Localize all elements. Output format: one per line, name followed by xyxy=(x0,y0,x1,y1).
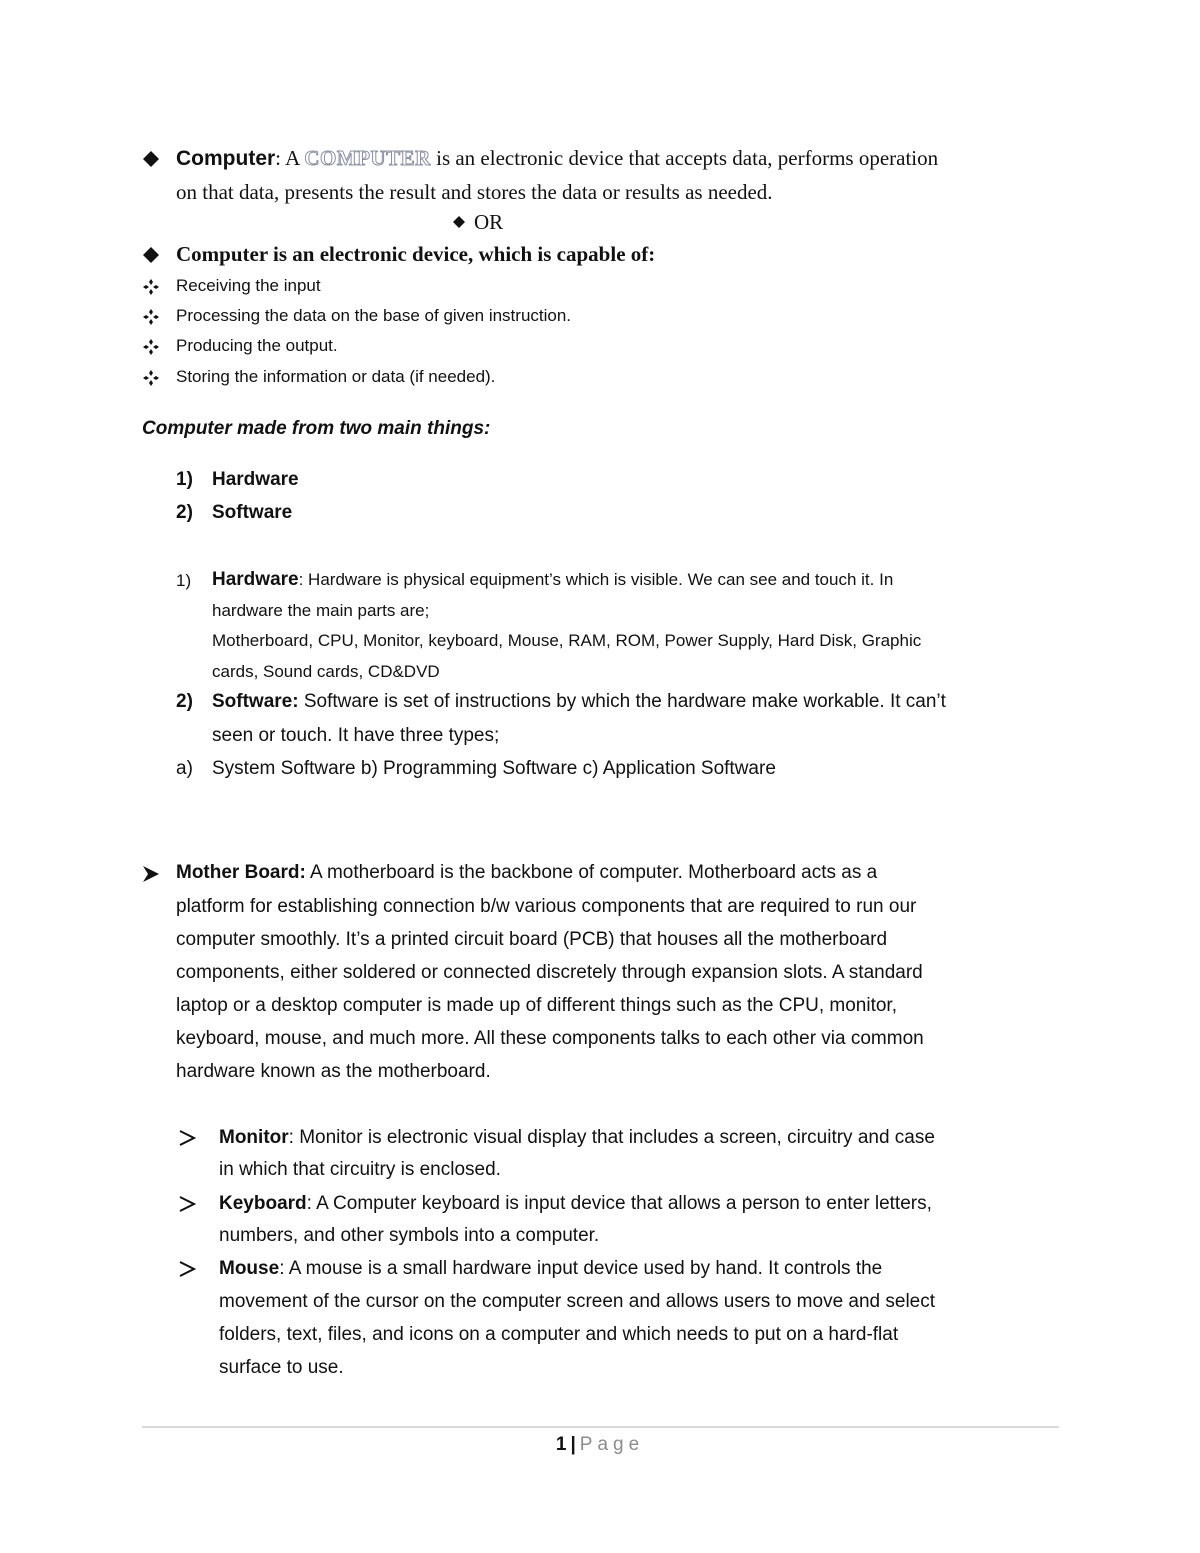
four-diamond-bullet-icon xyxy=(143,309,159,325)
software-number: 2) xyxy=(176,691,193,712)
arrowhead-bullet-icon xyxy=(178,1260,196,1278)
computer-term: Computer xyxy=(176,147,276,170)
computer-definition-line-1 xyxy=(176,146,938,171)
computer-colon-a: : A xyxy=(275,146,305,170)
made-from-item-number: 2) xyxy=(176,502,193,523)
page-word: Page xyxy=(579,1434,645,1455)
motherboard-line: computer smoothly. It’s a printed circuit board (PCB) that houses all the motherboard xyxy=(176,929,888,950)
mouse-text-1: : A mouse is a small hardware input device used by hand. It controls the xyxy=(279,1258,883,1279)
capable-heading: Computer is an electronic device, which is capable of: xyxy=(176,242,656,266)
made-from-item-hardware: Hardware xyxy=(212,469,299,490)
diamond-bullet-icon xyxy=(142,246,160,264)
diamond-bullet-icon xyxy=(142,150,160,168)
arrowhead-bullet-icon xyxy=(142,865,160,883)
diamond-bullet-icon xyxy=(452,215,466,229)
motherboard-line: platform for establishing connection b/w various components that are required to run our xyxy=(176,896,917,917)
computer-definition-text-1: is an electronic device that accepts data, performs operation xyxy=(430,146,939,170)
motherboard-line: laptop or a desktop computer is made up of different things such as the CPU, monitor, xyxy=(176,995,897,1016)
monitor-line-1 xyxy=(219,1127,935,1149)
motherboard-term: Mother Board: xyxy=(176,862,306,883)
hardware-line-1 xyxy=(212,569,893,591)
computer-outlined-word: COMPUTER xyxy=(304,146,431,170)
motherboard-line-1 xyxy=(176,862,877,884)
hardware-text-1: : Hardware is physical equipment’s which is visible. We can see and touch it. In xyxy=(298,570,894,589)
monitor-term: Monitor xyxy=(219,1127,289,1148)
keyboard-text-1: : A Computer keyboard is input device that allows a person to enter letters, xyxy=(306,1193,932,1214)
capability-item: Processing the data on the base of given instruction. xyxy=(176,306,572,325)
made-from-item-software: Software xyxy=(212,502,293,523)
four-diamond-bullet-icon xyxy=(143,279,159,295)
motherboard-line: components, either soldered or connected discretely through expansion slots. A standard xyxy=(176,962,923,983)
software-text-1: Software is set of instructions by which the hardware make workable. It can’t xyxy=(298,691,946,712)
software-line-1 xyxy=(212,691,946,713)
arrowhead-bullet-icon xyxy=(178,1195,196,1213)
hardware-number: 1) xyxy=(176,571,192,590)
hardware-line-2: hardware the main parts are; xyxy=(212,601,430,620)
keyboard-line-1 xyxy=(219,1193,932,1215)
software-line-2: seen or touch. It have three types; xyxy=(212,725,500,746)
hardware-term: Hardware xyxy=(212,569,299,590)
made-from-item-number: 1) xyxy=(176,469,193,490)
four-diamond-bullet-icon xyxy=(143,339,159,355)
arrowhead-bullet-icon xyxy=(178,1129,196,1147)
mouse-line: folders, text, files, and icons on a computer and which needs to put on a hard-flat xyxy=(219,1324,899,1345)
software-types: System Software b) Programming Software c) Application Software xyxy=(212,758,776,779)
motherboard-line: keyboard, mouse, and much more. All these components talks to each other via common xyxy=(176,1028,924,1049)
computer-definition-line-2: on that data, presents the result and stores the data or results as needed. xyxy=(176,180,773,204)
page-number: 1 xyxy=(555,1434,567,1455)
keyboard-term: Keyboard xyxy=(219,1193,307,1214)
footer-rule xyxy=(142,1426,1059,1428)
mouse-line: surface to use. xyxy=(219,1357,344,1378)
mouse-term: Mouse xyxy=(219,1258,280,1279)
capability-item: Storing the information or data (if needed). xyxy=(176,367,496,386)
software-term: Software: xyxy=(212,691,299,712)
mouse-line-1 xyxy=(219,1258,882,1280)
motherboard-line: hardware known as the motherboard. xyxy=(176,1061,491,1082)
keyboard-line-2: numbers, and other symbols into a computer. xyxy=(219,1225,600,1246)
monitor-line-2: in which that circuitry is enclosed. xyxy=(219,1159,501,1180)
monitor-text-1: : Monitor is electronic visual display that includes a screen, circuitry and case xyxy=(288,1127,935,1148)
or-separator: OR xyxy=(474,210,504,234)
hardware-line-4: cards, Sound cards, CD&DVD xyxy=(212,662,440,681)
capability-item: Receiving the input xyxy=(176,276,321,295)
four-diamond-bullet-icon xyxy=(143,370,159,386)
page-separator: | xyxy=(570,1434,576,1455)
capability-item: Producing the output. xyxy=(176,336,338,355)
made-from-heading: Computer made from two main things: xyxy=(142,418,491,439)
mouse-line: movement of the cursor on the computer screen and allows users to move and select xyxy=(219,1291,936,1312)
page-footer xyxy=(0,1434,1200,1456)
motherboard-text-1: A motherboard is the backbone of computer. Motherboard acts as a xyxy=(305,862,878,883)
hardware-line-3: Motherboard, CPU, Monitor, keyboard, Mouse, RAM, ROM, Power Supply, Hard Disk, Graphic xyxy=(212,631,922,650)
software-types-number: a) xyxy=(176,758,193,779)
